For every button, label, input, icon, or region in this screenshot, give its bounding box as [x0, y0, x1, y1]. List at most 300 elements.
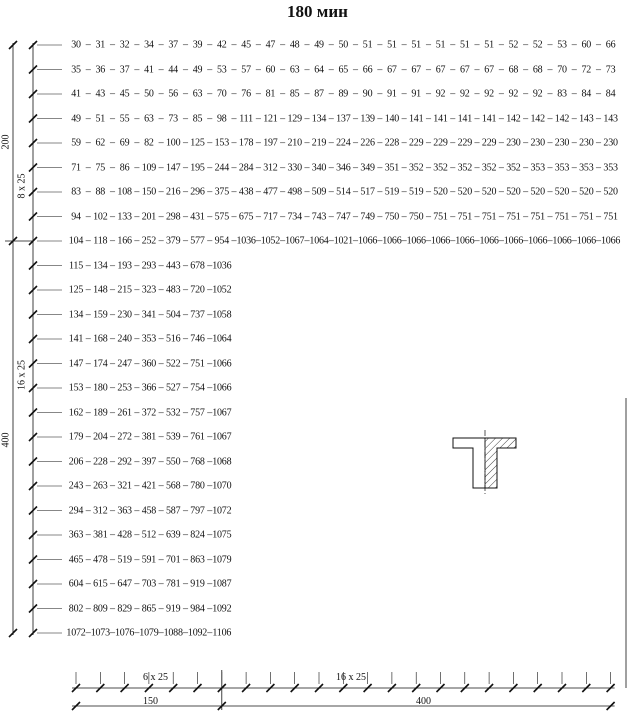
- temperature-cell: 91: [387, 88, 397, 100]
- temperature-cell: 550: [165, 456, 181, 467]
- cell-separator: –: [207, 113, 213, 124]
- cell-separator: –: [110, 627, 115, 639]
- cell-separator: –: [134, 186, 140, 198]
- cell-separator: –: [134, 554, 140, 565]
- temperature-cell: 56: [168, 88, 178, 100]
- temperature-cell: 352: [433, 162, 448, 173]
- cell-separator: –: [255, 137, 261, 149]
- temperature-cell: 743: [311, 211, 327, 222]
- temperature-cell: 109: [141, 162, 157, 173]
- cell-separator: –: [110, 358, 115, 369]
- temperature-cell: 253: [117, 382, 132, 394]
- temperature-cell: 67: [411, 64, 421, 75]
- dim-label-left-bottom-spacing: 16 x 25: [16, 360, 28, 390]
- cell-separator: –: [425, 186, 431, 198]
- temperature-cell: 50: [338, 39, 349, 51]
- temperature-cell: 41: [71, 88, 81, 100]
- cell-separator: –: [328, 211, 334, 222]
- cell-separator: –: [353, 162, 358, 173]
- temperature-cell: 298: [165, 211, 181, 222]
- cell-separator: –: [110, 309, 115, 320]
- temperature-cell: 168: [93, 333, 108, 345]
- cell-separator: –: [158, 162, 164, 173]
- temperature-cell: 512: [141, 529, 157, 541]
- temperature-cell: 522: [165, 358, 181, 369]
- cell-separator: –: [85, 137, 91, 149]
- temperature-cell: 465: [68, 554, 84, 565]
- temperature-cell: 90: [362, 88, 373, 100]
- temperature-cell: 52: [508, 39, 519, 51]
- cell-separator: –: [353, 88, 358, 100]
- cell-separator: –: [207, 39, 213, 51]
- cell-separator: –: [85, 64, 91, 75]
- cell-separator: –: [498, 186, 504, 198]
- temperature-cell: 294: [68, 505, 84, 516]
- temperature-cell: 1076: [114, 627, 135, 639]
- temperature-cell: 83: [557, 88, 567, 100]
- cell-separator: –: [134, 431, 140, 443]
- temperature-cell: 504: [165, 309, 181, 320]
- temperature-cell: 984: [190, 603, 205, 614]
- cell-separator: –: [85, 627, 91, 639]
- cell-separator: –: [596, 235, 601, 247]
- temperature-cell: 59: [71, 137, 81, 149]
- cell-separator: –: [207, 333, 213, 345]
- temperature-cell: 1036: [212, 260, 232, 271]
- cell-separator: –: [182, 88, 188, 100]
- temperature-cell: 1087: [212, 578, 232, 590]
- cell-separator: –: [425, 211, 431, 222]
- cell-separator: –: [85, 333, 91, 345]
- temperature-cell: 60: [581, 39, 592, 51]
- temperature-cell: 125: [190, 137, 205, 149]
- cell-separator: –: [207, 186, 213, 198]
- temperature-cell: 363: [117, 505, 132, 516]
- temperature-cell: 761: [190, 431, 205, 443]
- temperature-cell: 180: [93, 382, 108, 394]
- cell-separator: –: [158, 431, 164, 443]
- cell-separator: –: [182, 456, 188, 467]
- cell-separator: –: [182, 627, 188, 639]
- cell-separator: –: [425, 39, 431, 51]
- temperature-cell: 809: [93, 603, 108, 614]
- cell-separator: –: [110, 431, 115, 443]
- cell-separator: –: [182, 578, 188, 590]
- cell-separator: –: [182, 505, 188, 516]
- temperature-cell: 51: [387, 39, 397, 51]
- temperature-cell: 321: [117, 480, 132, 492]
- cell-separator: –: [474, 137, 480, 149]
- dim-label-bottom-right-length: 400: [416, 696, 431, 707]
- temperature-cell: 568: [165, 480, 181, 492]
- temperature-cell: 1066: [552, 235, 572, 247]
- cell-separator: –: [498, 88, 504, 100]
- temperature-cell: 520: [530, 186, 545, 198]
- temperature-cell: 1066: [479, 235, 499, 247]
- temperature-cell: 514: [336, 186, 351, 198]
- dim-label-left-top-spacing: 8 x 25: [16, 173, 28, 199]
- cell-separator: –: [328, 39, 334, 51]
- temperature-cell: 577: [190, 235, 205, 247]
- temperature-cell: 87: [314, 88, 324, 100]
- cell-separator: –: [110, 235, 115, 247]
- cell-separator: –: [498, 39, 504, 51]
- temperature-cell: 1067: [212, 407, 232, 418]
- temperature-cell: 352: [506, 162, 521, 173]
- temperature-cell: 55: [119, 113, 130, 124]
- temperature-cell: 750: [384, 211, 400, 222]
- temperature-cell: 166: [117, 235, 132, 247]
- cell-separator: –: [231, 39, 237, 51]
- temperature-cell: 720: [190, 284, 205, 296]
- cell-separator: –: [401, 162, 407, 173]
- temperature-cell: 919: [165, 603, 181, 614]
- cell-separator: –: [182, 211, 188, 222]
- cell-separator: –: [231, 137, 237, 149]
- temperature-cell: 53: [557, 39, 567, 51]
- cell-separator: –: [377, 88, 383, 100]
- cell-separator: –: [134, 211, 140, 222]
- temperature-cell: 229: [433, 137, 448, 149]
- temperature-cell: 229: [408, 137, 424, 149]
- temperature-cell: 68: [532, 64, 543, 75]
- temperature-cell: 189: [93, 407, 108, 418]
- temperature-cell: 134: [93, 260, 108, 271]
- cell-separator: –: [85, 284, 91, 296]
- temperature-cell: 228: [384, 137, 400, 149]
- temperature-cell: 353: [141, 333, 157, 345]
- cell-separator: –: [110, 260, 115, 271]
- temperature-cell: 754: [190, 382, 205, 394]
- cell-separator: –: [255, 211, 261, 222]
- cell-separator: –: [158, 505, 164, 516]
- cell-separator: –: [280, 64, 285, 75]
- cell-separator: –: [571, 137, 577, 149]
- temperature-cell: 84: [581, 88, 592, 100]
- cell-separator: –: [158, 480, 164, 492]
- cell-separator: –: [474, 235, 480, 247]
- cell-separator: –: [134, 382, 140, 394]
- cell-separator: –: [182, 235, 188, 247]
- cell-separator: –: [547, 137, 553, 149]
- temperature-cell: 292: [117, 456, 132, 467]
- temperature-cell: 919: [190, 578, 205, 590]
- cell-separator: –: [182, 260, 188, 271]
- temperature-cell: 675: [238, 211, 254, 222]
- temperature-cell: 216: [165, 186, 181, 198]
- temperature-cell: 1070: [212, 480, 232, 492]
- temperature-cell: 60: [265, 64, 276, 75]
- cell-separator: –: [110, 456, 115, 467]
- cell-separator: –: [134, 284, 140, 296]
- temperature-cell: 768: [190, 456, 205, 467]
- cell-separator: –: [158, 333, 164, 345]
- cell-separator: –: [547, 211, 553, 222]
- temperature-cell: 230: [554, 137, 570, 149]
- temperature-cell: 352: [457, 162, 472, 173]
- cell-separator: –: [207, 529, 213, 541]
- temperature-cell: 703: [141, 578, 157, 590]
- temperature-cell: 34: [144, 39, 154, 51]
- cell-separator: –: [110, 162, 115, 173]
- temperature-cell: 141: [408, 113, 424, 124]
- temperature-cell: 133: [117, 211, 132, 222]
- temperature-cell: 520: [579, 186, 594, 198]
- cell-separator: –: [596, 64, 601, 75]
- temperature-cell: 647: [117, 578, 132, 590]
- cell-separator: –: [85, 480, 91, 492]
- cell-separator: –: [110, 382, 115, 394]
- temperature-cell: 115: [68, 260, 84, 271]
- temperature-cell: 751: [481, 211, 497, 222]
- temperature-cell: 527: [165, 382, 181, 394]
- temperature-cell: 1092: [187, 627, 208, 639]
- cell-separator: –: [377, 39, 383, 51]
- cell-separator: –: [110, 603, 115, 614]
- temperature-cell: 717: [263, 211, 278, 222]
- cell-separator: –: [280, 88, 285, 100]
- temperature-cell: 230: [506, 137, 521, 149]
- cell-separator: –: [182, 554, 188, 565]
- cell-separator: –: [523, 39, 528, 51]
- temperature-cell: 141: [457, 113, 472, 124]
- temperature-cell: 66: [362, 64, 373, 75]
- cell-separator: –: [207, 407, 213, 418]
- temperature-cell: 353: [579, 162, 594, 173]
- temperature-cell: 639: [165, 529, 181, 541]
- temperature-cell: 134: [68, 309, 84, 320]
- temperature-cell: 1079: [212, 554, 232, 565]
- cell-separator: –: [110, 554, 115, 565]
- temperature-cell: 150: [141, 186, 157, 198]
- temperature-cell: 88: [95, 186, 106, 198]
- cell-separator: –: [134, 627, 140, 639]
- temperature-cell: 139: [360, 113, 375, 124]
- temperature-cell: 47: [265, 39, 276, 51]
- temperature-cell: 520: [506, 186, 521, 198]
- temperature-cell: 104: [68, 235, 84, 247]
- cell-separator: –: [450, 113, 456, 124]
- cell-separator: –: [85, 554, 91, 565]
- temperature-cell: 519: [408, 186, 424, 198]
- cell-separator: –: [134, 480, 140, 492]
- temperature-cell: 143: [603, 113, 618, 124]
- cell-separator: –: [134, 456, 140, 467]
- temperature-cell: 615: [93, 578, 108, 590]
- cell-separator: –: [304, 186, 310, 198]
- temperature-cell: 747: [336, 211, 351, 222]
- temperature-cell: 92: [508, 88, 519, 100]
- cell-separator: –: [85, 309, 91, 320]
- cell-separator: –: [401, 211, 407, 222]
- temperature-cell: 51: [95, 113, 106, 124]
- temperature-cell: 53: [216, 64, 227, 75]
- cell-separator: –: [425, 88, 431, 100]
- temperature-cell: 591: [141, 554, 157, 565]
- temperature-cell: 85: [192, 113, 203, 124]
- cell-separator: –: [182, 309, 188, 320]
- temperature-cell: 312: [263, 162, 278, 173]
- cell-separator: –: [207, 431, 213, 443]
- temperature-cell: 70: [216, 88, 227, 100]
- cell-separator: –: [280, 162, 285, 173]
- temperature-cell: 363: [68, 529, 84, 541]
- temperature-cell: 85: [289, 88, 300, 100]
- cell-separator: –: [450, 211, 456, 222]
- temperature-cell: 296: [190, 186, 205, 198]
- temperature-cell: 159: [93, 309, 108, 320]
- cell-separator: –: [474, 113, 480, 124]
- cell-separator: –: [377, 64, 383, 75]
- cell-separator: –: [207, 578, 213, 590]
- temperature-cell: 143: [579, 113, 594, 124]
- cell-separator: –: [134, 235, 140, 247]
- cell-separator: –: [110, 529, 115, 541]
- temperature-cell: 520: [603, 186, 618, 198]
- dim-label-left-bottom-length: 400: [0, 432, 12, 448]
- cell-separator: –: [255, 39, 261, 51]
- temperature-cell: 49: [314, 39, 324, 51]
- temperature-cell: 261: [117, 407, 132, 418]
- temperature-cell: 174: [93, 358, 108, 369]
- cell-separator: –: [304, 113, 310, 124]
- cell-separator: –: [571, 186, 577, 198]
- temperature-cell: 215: [117, 284, 132, 296]
- temperature-cell: 134: [311, 113, 327, 124]
- cell-separator: –: [134, 309, 140, 320]
- cell-separator: –: [110, 505, 115, 516]
- cell-separator: –: [571, 64, 577, 75]
- temperature-cell: 44: [168, 64, 178, 75]
- temperature-cell: 92: [459, 88, 470, 100]
- cell-separator: –: [207, 88, 213, 100]
- temperature-cell: 312: [93, 505, 108, 516]
- cell-separator: –: [596, 88, 601, 100]
- cell-separator: –: [182, 113, 188, 124]
- cell-separator: –: [425, 162, 431, 173]
- temperature-cell: 147: [68, 358, 84, 369]
- temperature-cell: 1072: [66, 627, 86, 639]
- temperature-cell: 1066: [576, 235, 596, 247]
- cell-separator: –: [85, 113, 91, 124]
- temperature-cell: 201: [141, 211, 157, 222]
- temperature-cell: 341: [141, 309, 157, 320]
- temperature-cell: 520: [554, 186, 570, 198]
- temperature-cell: 30: [71, 39, 81, 51]
- temperature-cell: 65: [338, 64, 349, 75]
- cell-separator: –: [450, 137, 456, 149]
- temperature-cell: 751: [506, 211, 521, 222]
- temperature-cell: 1106: [212, 627, 232, 639]
- cell-separator: –: [474, 88, 480, 100]
- temperature-cell: 141: [68, 333, 84, 345]
- cell-separator: –: [182, 480, 188, 492]
- temperature-cell: 751: [457, 211, 472, 222]
- temperature-cell: 64: [314, 64, 324, 75]
- cell-separator: –: [207, 284, 213, 296]
- cell-separator: –: [134, 578, 140, 590]
- temperature-cell: 197: [263, 137, 278, 149]
- cell-separator: –: [158, 137, 164, 149]
- temperature-cell: 111: [239, 113, 253, 124]
- cell-separator: –: [255, 113, 261, 124]
- cell-separator: –: [328, 137, 334, 149]
- temperature-cell: 63: [144, 113, 154, 124]
- cell-separator: –: [85, 407, 91, 418]
- cell-separator: –: [207, 137, 213, 149]
- cell-separator: –: [231, 113, 237, 124]
- temperature-cell: 477: [263, 186, 278, 198]
- temperature-cell: 532: [165, 407, 181, 418]
- cell-separator: –: [110, 284, 115, 296]
- cell-separator: –: [450, 186, 456, 198]
- temperature-cell: 36: [95, 64, 106, 75]
- temperature-cell: 210: [287, 137, 302, 149]
- temperature-cell: 797: [190, 505, 205, 516]
- cell-separator: –: [523, 64, 528, 75]
- cell-separator: –: [85, 186, 91, 198]
- cell-separator: –: [498, 137, 504, 149]
- cell-separator: –: [110, 407, 115, 418]
- cell-separator: –: [158, 186, 164, 198]
- temperature-cell: 67: [435, 64, 446, 75]
- cell-separator: –: [207, 358, 213, 369]
- cell-separator: –: [158, 382, 164, 394]
- cell-separator: –: [547, 186, 553, 198]
- cell-separator: –: [498, 162, 504, 173]
- cell-separator: –: [596, 186, 601, 198]
- cell-separator: –: [207, 211, 213, 222]
- cell-separator: –: [255, 162, 261, 173]
- cell-separator: –: [110, 480, 115, 492]
- cell-separator: –: [158, 211, 164, 222]
- temperature-cell: 108: [117, 186, 132, 198]
- cell-separator: –: [596, 137, 601, 149]
- cell-separator: –: [474, 162, 480, 173]
- temperature-cell: 141: [433, 113, 448, 124]
- temperature-cell: 353: [603, 162, 618, 173]
- temperature-cell: 498: [287, 186, 302, 198]
- temperature-cell: 118: [93, 235, 108, 247]
- cell-separator: –: [474, 211, 480, 222]
- cell-separator: –: [571, 235, 577, 247]
- cell-separator: –: [377, 162, 383, 173]
- cell-separator: –: [158, 309, 164, 320]
- temperature-cell: 379: [165, 235, 181, 247]
- temperature-cell: 604: [68, 578, 84, 590]
- cell-separator: –: [134, 505, 140, 516]
- cell-separator: –: [450, 64, 456, 75]
- cell-separator: –: [207, 162, 213, 173]
- cell-separator: –: [110, 137, 115, 149]
- temperature-cell: 353: [530, 162, 545, 173]
- cell-separator: –: [207, 603, 213, 614]
- temperature-cell: 1092: [212, 603, 232, 614]
- cell-separator: –: [255, 88, 261, 100]
- temperature-cell: 178: [238, 137, 254, 149]
- temperature-cell: 75: [95, 162, 106, 173]
- cell-separator: –: [474, 186, 480, 198]
- temperature-cell: 519: [117, 554, 132, 565]
- temperature-cell: 1066: [528, 235, 548, 247]
- cell-separator: –: [571, 113, 577, 124]
- cell-separator: –: [425, 113, 431, 124]
- temperature-cell: 94: [71, 211, 81, 222]
- cell-separator: –: [182, 431, 188, 443]
- cell-separator: –: [85, 505, 91, 516]
- temperature-cell: 575: [214, 211, 229, 222]
- temperature-cell: 352: [408, 162, 424, 173]
